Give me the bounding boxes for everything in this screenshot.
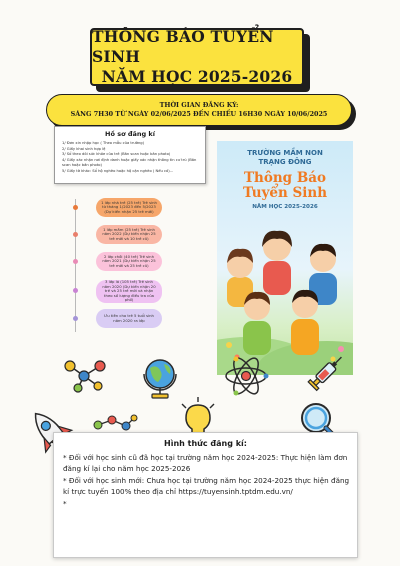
priority-dot bbox=[73, 205, 78, 210]
poster-school-line1: TRƯỜNG MẦM NON bbox=[247, 149, 323, 157]
registration-method-new-students: * Đối với học sinh mới: Chưa học tại trường năm học 2024-2025 thực hiện đăng kí trực tuyến 100% theo địa chỉ https://tuyensinh.tptdm.edu.vn/ bbox=[63, 476, 350, 496]
globe-icon bbox=[140, 356, 180, 400]
profile-list bbox=[62, 141, 204, 175]
profile-item: 4/ Giấy xác nhận nơi định danh hoặc giấy xác nhận thông tin cư trú (Bản scan hoặc bản photo) bbox=[62, 157, 197, 168]
registration-time-detail: SÁNG 7H30 TỪ NGÀY 02/06/2025 ĐẾN CHIỀU 16H30 NGÀY 10/06/2025 bbox=[70, 110, 328, 118]
registration-method-old-students: * Đối với học sinh cũ đã học tại trường năm học 2024-2025: Thực hiện làm đơn đăng kí lại cho năm học 2025-2026 bbox=[63, 453, 348, 473]
priority-pill: 1 lớp nhà trẻ (25 trẻ) Trẻ sinh từ tháng 1/2023 đến 5/2023 (Dự kiến nhận 25 trẻ mới) bbox=[96, 198, 162, 217]
profile-requirements-box bbox=[54, 126, 206, 184]
molecule-icon bbox=[62, 358, 108, 394]
syringe-icon bbox=[306, 350, 350, 394]
priority-pill: Ưu tiên cho trẻ 5 tuổi sinh năm 2020 ra lớp bbox=[96, 309, 162, 328]
title-banner bbox=[90, 28, 304, 86]
poster-heading-line1: Thông Báo bbox=[244, 170, 326, 186]
profile-item: 1/ Đơn xin nhập học ( Theo mẫu của trường) bbox=[62, 141, 145, 145]
priority-dot bbox=[73, 288, 78, 293]
poster-school-line2: TRẠNG ĐÔNG bbox=[258, 158, 312, 166]
page-title-line1: THÔNG BÁO TUYỂN SINH bbox=[92, 27, 274, 66]
registration-time-label: THỜI GIAN ĐĂNG KÝ: bbox=[159, 101, 239, 109]
priority-dot bbox=[73, 316, 78, 321]
poster-year: NĂM HỌC 2025-2026 bbox=[252, 204, 318, 210]
enrollment-poster bbox=[217, 141, 353, 375]
page-title-line2: NĂM HỌC 2025-2026 bbox=[101, 67, 293, 86]
registration-method-extra: * bbox=[63, 499, 67, 508]
poster-school-name bbox=[217, 149, 353, 167]
priority-pill: 2 lớp chồi (40 trẻ) Trẻ sinh năm 2021 (Dự kiến nhận 25 trẻ mới và 25 trẻ cũ) bbox=[96, 252, 162, 271]
priority-pill: 3 lớp lá (105 trẻ) Trẻ sinh năm 2020 (Dự kiến nhận 20 trẻ và 25 trẻ mới và nhận theo số lượng điều tra của phố) bbox=[96, 280, 162, 303]
priority-pill: 1 lớp mầm (25 trẻ) Trẻ sinh năm 2022 (Dự kiến nhận 25 trẻ mới và 10 trẻ cũ) bbox=[96, 225, 162, 244]
priority-dot bbox=[73, 259, 78, 264]
registration-method-box bbox=[53, 432, 358, 558]
atom-icon bbox=[222, 352, 270, 400]
priority-dot bbox=[73, 232, 78, 237]
profile-item: 2/ Giấy khai sinh hợp lệ bbox=[62, 146, 106, 151]
registration-time-bar bbox=[46, 94, 352, 126]
profile-title: Hồ sơ đăng kí bbox=[105, 130, 155, 138]
timeline-line bbox=[75, 199, 76, 332]
poster-heading bbox=[217, 171, 353, 201]
profile-item: 5/ Giấy tờ khác: Sổ hộ nghèo hoặc hộ cận nghèo ( Nếu có)... bbox=[62, 168, 174, 173]
profile-item: 3/ Sổ theo dõi sức khỏe của trẻ (Bản scan hoặc bản photo) bbox=[62, 152, 171, 157]
poster-heading-line2: Tuyển Sinh bbox=[242, 185, 328, 201]
registration-method-title: Hình thức đăng kí: bbox=[164, 439, 247, 448]
